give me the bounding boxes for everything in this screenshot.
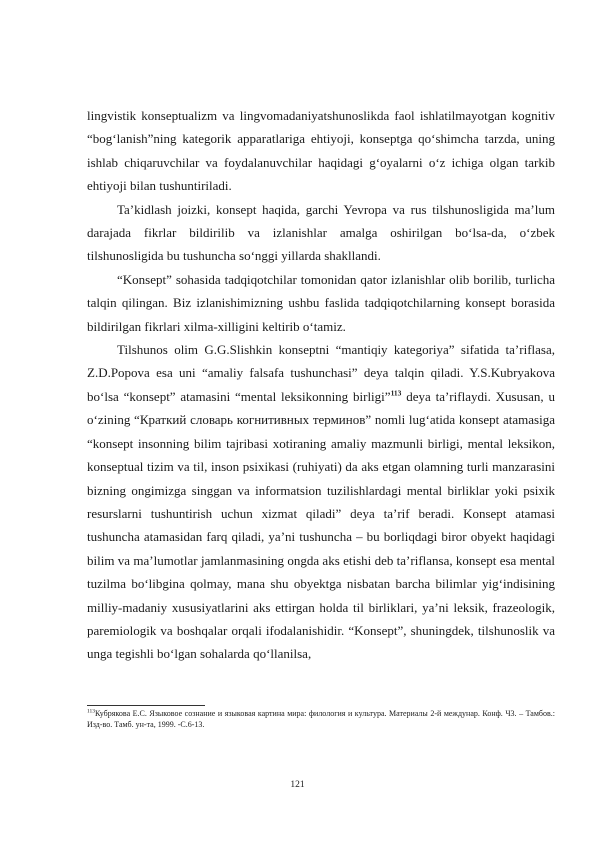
page-number: 121 <box>290 780 305 790</box>
footnote <box>87 708 555 730</box>
footnote-text: Кубрякова Е.С. Языковое сознание и языковая картина мира: филология и культура. Материалы 2-й междунар. Конф. Ч3. – Тамбов.: Изд-во. Тамб. ун-та, 1999. -С.6-13. <box>87 709 555 729</box>
paragraph-1: lingvistik konseptualizm va lingvomadaniyatshunoslikda faol ishlatilmayotgan kognitiv “bog‘lanish”ning kategorik apparatlariga ehtiyoji, konseptga qo‘shimcha tarzda, uning ishlab chiqaruvchilar va foydalanuvchilar haqidagi g‘oyalarni o‘z ichiga olgan tarkib ehtiyoji bilan tushuntiriladi. <box>87 108 555 194</box>
paragraph-4-part-2: deya ta’riflaydi. Xususan, u o‘zining “Краткий словарь когнитивных терминов” nomli lug‘atida konsept atamasiga “konsept insonning bilim tajribasi xotiraning amaliy mazmunli birligi, mental leksikon, konseptual tizim va til, inson psixikasi (ruhiyati) da aks etgan olamning turli manzarasini bizning ongimizga singgan va informatsion tuzilishlardagi mental birliklar yoki psixik resurslarni tushuntirish uchun xizmat qiladi” deya ta’rif beradi. Konsept atamasi tushuncha atamasidan farq qiladi, ya’ni tushuncha – bu borliqdagi biror obyekt haqidagi bilim va ma’lumotlar jamlanmasining ongda aks etishi deb ta’riflansa, konsept esa mental tuzilma bo‘libgina qolmay, mana shu obyektga nisbatan barcha bilimlar yig‘indisining milliy-madaniy xususiyatlarini aks ettirgan holda til birliklari, ya’ni leksik, frazeologik, paremiologik va boshqalar orqali ifodalanishidir. “Konsept”, shuningdek, tilshunoslik va unga tegishli bo‘lgan sohalarda qo‘llanilsa, <box>87 388 555 662</box>
footnote-separator <box>87 705 205 706</box>
body-text <box>87 104 555 666</box>
paragraph-4-part-1: Tilshunos olim G.G.Slishkin konseptni “mantiqiy kategoriya” sifatida ta’riflasa, Z.D.Popova esa uni “amaliy falsafa tushunchasi” deya talqin qiladi. Y.S.Kubryakova bo‘lsa “konsept” atamasini “mental leksikonning birligi” <box>87 342 555 404</box>
footnote-marker: 113 <box>87 708 96 715</box>
footnote-reference[interactable]: 113 <box>390 388 402 398</box>
paragraph-3: “Konsept” sohasida tadqiqotchilar tomonidan qator izlanishlar olib borilib, turlicha talqin qilingan. Biz izlanishimizning ushbu faslida tadqiqotchilarning konsept borasida bildirilgan fikrlari xilma-xilligini keltirib o‘tamiz. <box>87 271 555 334</box>
paragraph-2: Ta’kidlash joizki, konsept haqida, garchi Yevropa va rus tilshunosligida ma’lum darajada fikrlar bildirilib va izlanishlar amalga oshirilgan bo‘lsa-da, o‘zbek tilshunosligida bu tushuncha so‘nggi yillarda shakllandi. <box>87 201 555 264</box>
paragraph-4 <box>87 338 555 666</box>
